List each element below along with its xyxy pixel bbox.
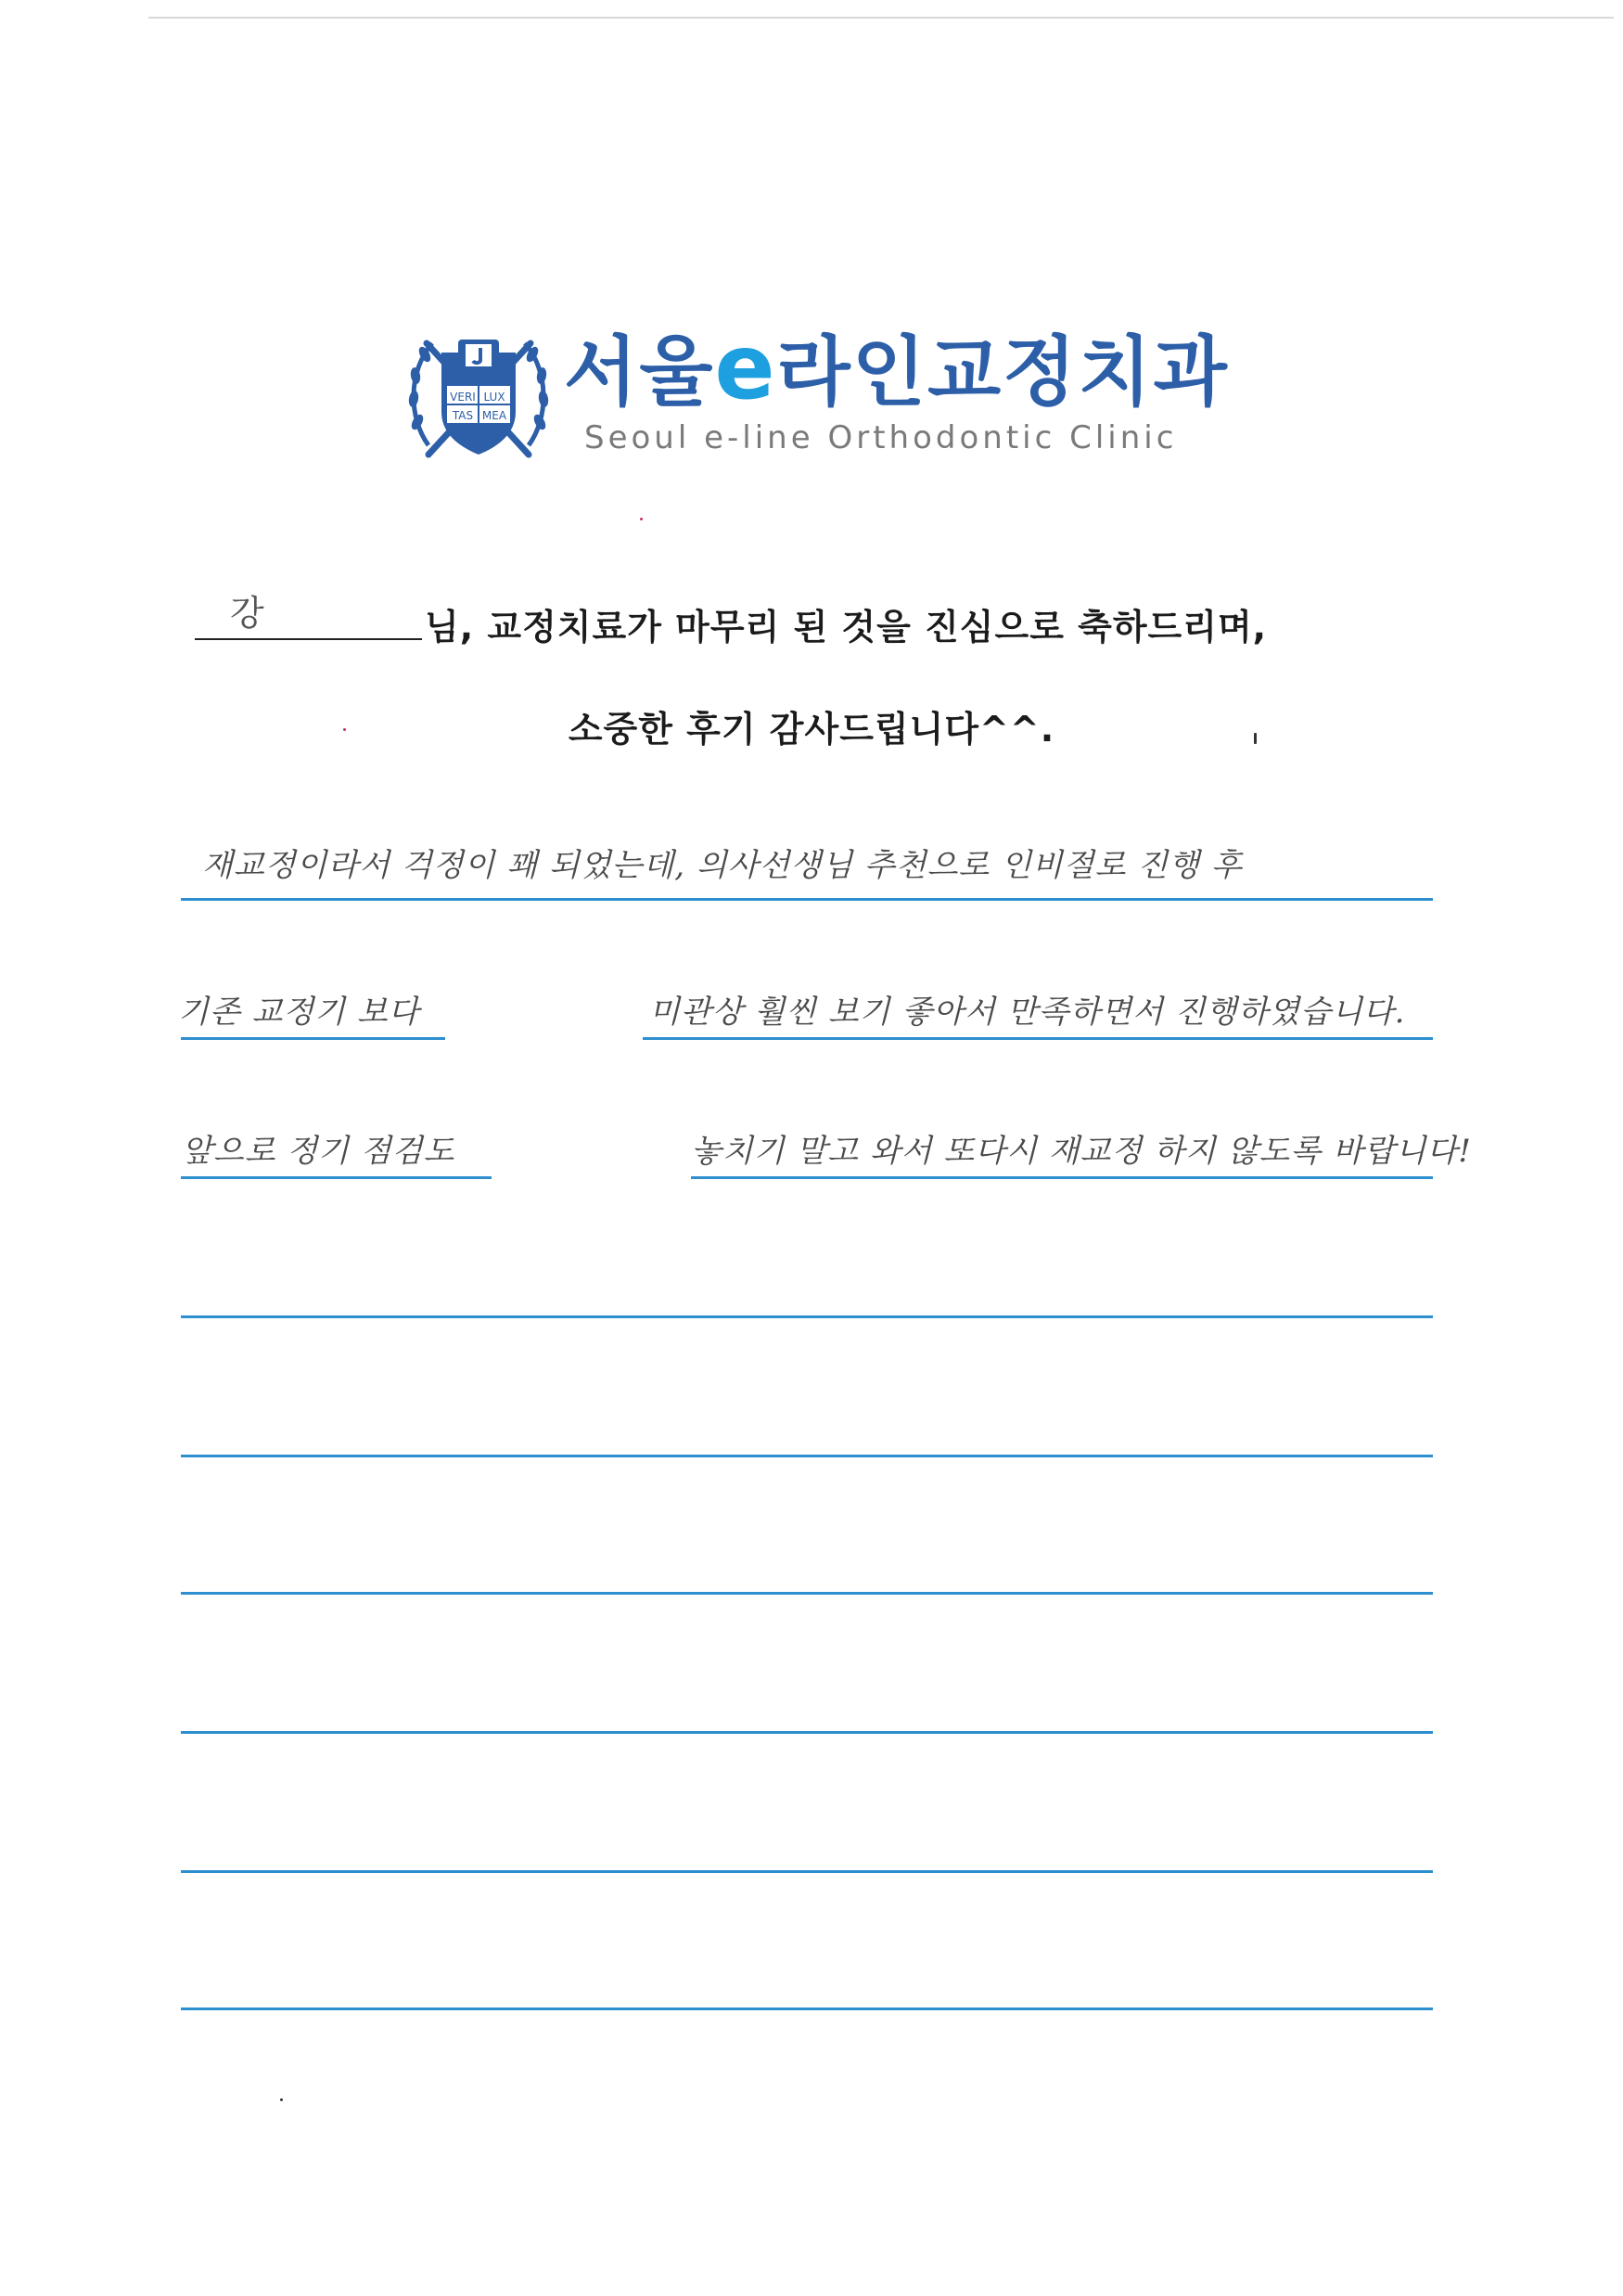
emblem-text-mea: MEA xyxy=(481,409,507,422)
review-line-2a: 기존 교정기 보다 xyxy=(178,994,420,1031)
patient-name-blank-line xyxy=(195,638,422,640)
review-line-2b: 미관상 훨씬 보기 좋아서 만족하면서 진행하였습니다. xyxy=(649,994,1406,1031)
ruled-line-1 xyxy=(181,898,1433,901)
university-emblem-icon xyxy=(401,315,556,471)
clinic-name-english: Seoul e-line Orthodontic Clinic xyxy=(584,419,1178,456)
patient-name-handwritten: 강 xyxy=(230,593,264,634)
clinic-logo xyxy=(401,315,1235,478)
ruled-line-3a xyxy=(181,1176,492,1179)
ruled-line-2a xyxy=(181,1037,445,1040)
review-line-1: 재교정이라서 걱정이 꽤 되었는데, 의사선생님 추천으로 인비절로 진행 후 xyxy=(202,847,1243,884)
ruled-line-5 xyxy=(181,1455,1433,1457)
scan-speck xyxy=(343,728,346,731)
clinic-name-korean-post: 라인교정치과 xyxy=(776,328,1229,417)
ruled-line-3b xyxy=(691,1176,1433,1179)
ruled-line-7 xyxy=(181,1731,1433,1734)
emblem-text-lux: LUX xyxy=(483,391,505,404)
scan-edge-line xyxy=(148,17,1614,19)
ruled-line-8 xyxy=(181,1870,1433,1873)
clinic-name-korean xyxy=(564,315,1229,419)
clinic-name-korean-pre: 서울 xyxy=(564,328,715,417)
congratulation-text: 님, 교정치료가 마무리 된 것을 진심으로 축하드리며, xyxy=(425,607,1268,648)
review-line-3b: 놓치기 말고 와서 또다시 재교정 하지 않도록 바랍니다! xyxy=(691,1133,1472,1170)
emblem-text-veri: VERI xyxy=(450,391,476,404)
ruled-line-9 xyxy=(181,2007,1433,2010)
scan-speck xyxy=(1254,733,1257,744)
scan-speck xyxy=(280,2098,283,2101)
ruled-line-4 xyxy=(181,1315,1433,1318)
thanks-text: 소중한 후기 감사드립니다^^. xyxy=(568,709,1055,750)
ruled-line-6 xyxy=(181,1592,1433,1595)
ruled-line-2b xyxy=(643,1037,1433,1040)
review-line-3a: 앞으로 정기 점검도 xyxy=(182,1133,455,1170)
scan-speck xyxy=(640,518,643,520)
clinic-name-e-mark: e xyxy=(714,315,777,419)
emblem-text-tas: TAS xyxy=(452,409,474,422)
